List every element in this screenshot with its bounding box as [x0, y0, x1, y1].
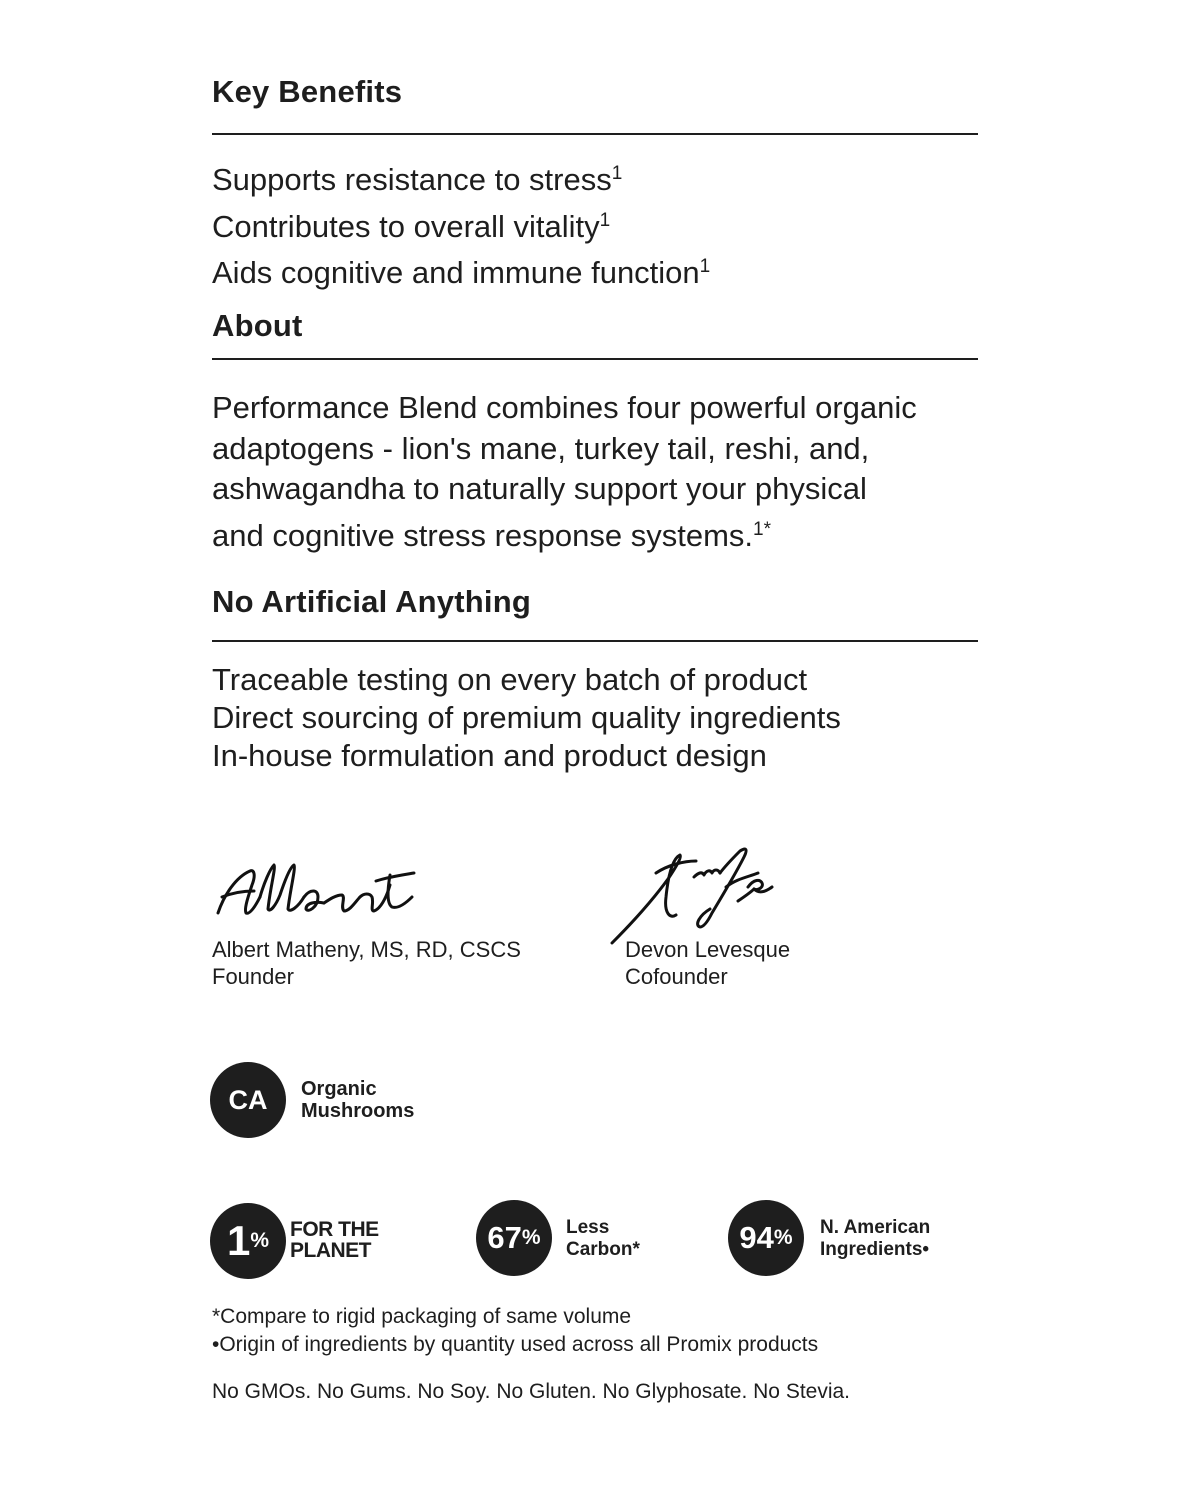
no-artificial-title: No Artificial Anything: [212, 584, 531, 619]
signer-name: Albert Matheny, MS, RD, CSCS: [212, 937, 521, 962]
stat-unit: %: [521, 1226, 541, 1249]
stat-unit: %: [250, 1229, 270, 1252]
footnote-ref: 1: [699, 256, 711, 277]
signature-albert: [210, 855, 420, 925]
footnote-ref: 1*: [753, 518, 771, 540]
signer-name: Devon Levesque: [625, 937, 791, 962]
stat-number: 67: [487, 1220, 522, 1255]
about-line: and cognitive stress response systems.$^{1*}$: [212, 517, 771, 553]
american-ingredients-label: N. American Ingredients•: [820, 1217, 931, 1260]
badge-text: CA: [228, 1084, 268, 1115]
one-percent-badge: [210, 1203, 286, 1279]
stat-unit: %: [773, 1226, 793, 1249]
about-divider: [212, 358, 978, 360]
benefit-item: Contributes to overall vitality$^1$: [212, 208, 611, 244]
signer-devon: [625, 936, 790, 990]
about-line: Performance Blend combines four powerful organic: [212, 390, 917, 425]
less-carbon-badge: [476, 1200, 552, 1276]
about-line: adaptogens - lion's mane, turkey tail, reshi, and,: [212, 430, 870, 466]
no-artificial-divider: [212, 640, 978, 642]
footnote-packaging: *Compare to rigid packaging of same volume: [212, 1305, 632, 1328]
key-benefits-list: [212, 154, 710, 294]
about-paragraph: [212, 388, 982, 556]
quality-item: In-house formulation and product design: [212, 738, 767, 773]
footnote-ref: 1: [611, 163, 623, 184]
key-benefits-title: Key Benefits: [212, 74, 403, 109]
key-benefits-divider: [212, 133, 978, 135]
one-percent-label: FOR THE PLANET: [290, 1218, 379, 1262]
quality-item: Direct sourcing of premium quality ingredients: [212, 700, 841, 735]
signature-devon: [608, 843, 788, 948]
no-artificial-list: [212, 661, 841, 775]
free-from-disclaimer: No GMOs. No Gums. No Soy. No Gluten. No Glyphosate. No Stevia.: [212, 1380, 851, 1403]
less-carbon-label: Less Carbon*: [566, 1217, 640, 1260]
signer-role: Founder: [212, 964, 294, 989]
quality-item: Traceable testing on every batch of product: [212, 662, 808, 697]
stat-number: 94: [739, 1220, 774, 1255]
american-ingredients-badge: [728, 1200, 804, 1276]
about-title: About: [212, 308, 303, 343]
signer-role: Cofounder: [625, 964, 728, 989]
certified-organic-badge: [210, 1062, 286, 1138]
benefit-item: Aids cognitive and immune function$^1$: [212, 255, 711, 290]
stat-number: 1: [226, 1217, 251, 1264]
benefit-item: Supports resistance to stress$^1$: [212, 162, 623, 197]
about-line: ashwagandha to naturally support your physical: [212, 471, 867, 506]
footnote-ref: 1: [599, 209, 611, 231]
organic-label: Organic Mushrooms: [301, 1078, 415, 1122]
footnote-origin: •Origin of ingredients by quantity used across all Promix products: [212, 1333, 819, 1356]
signer-albert: [212, 936, 521, 990]
